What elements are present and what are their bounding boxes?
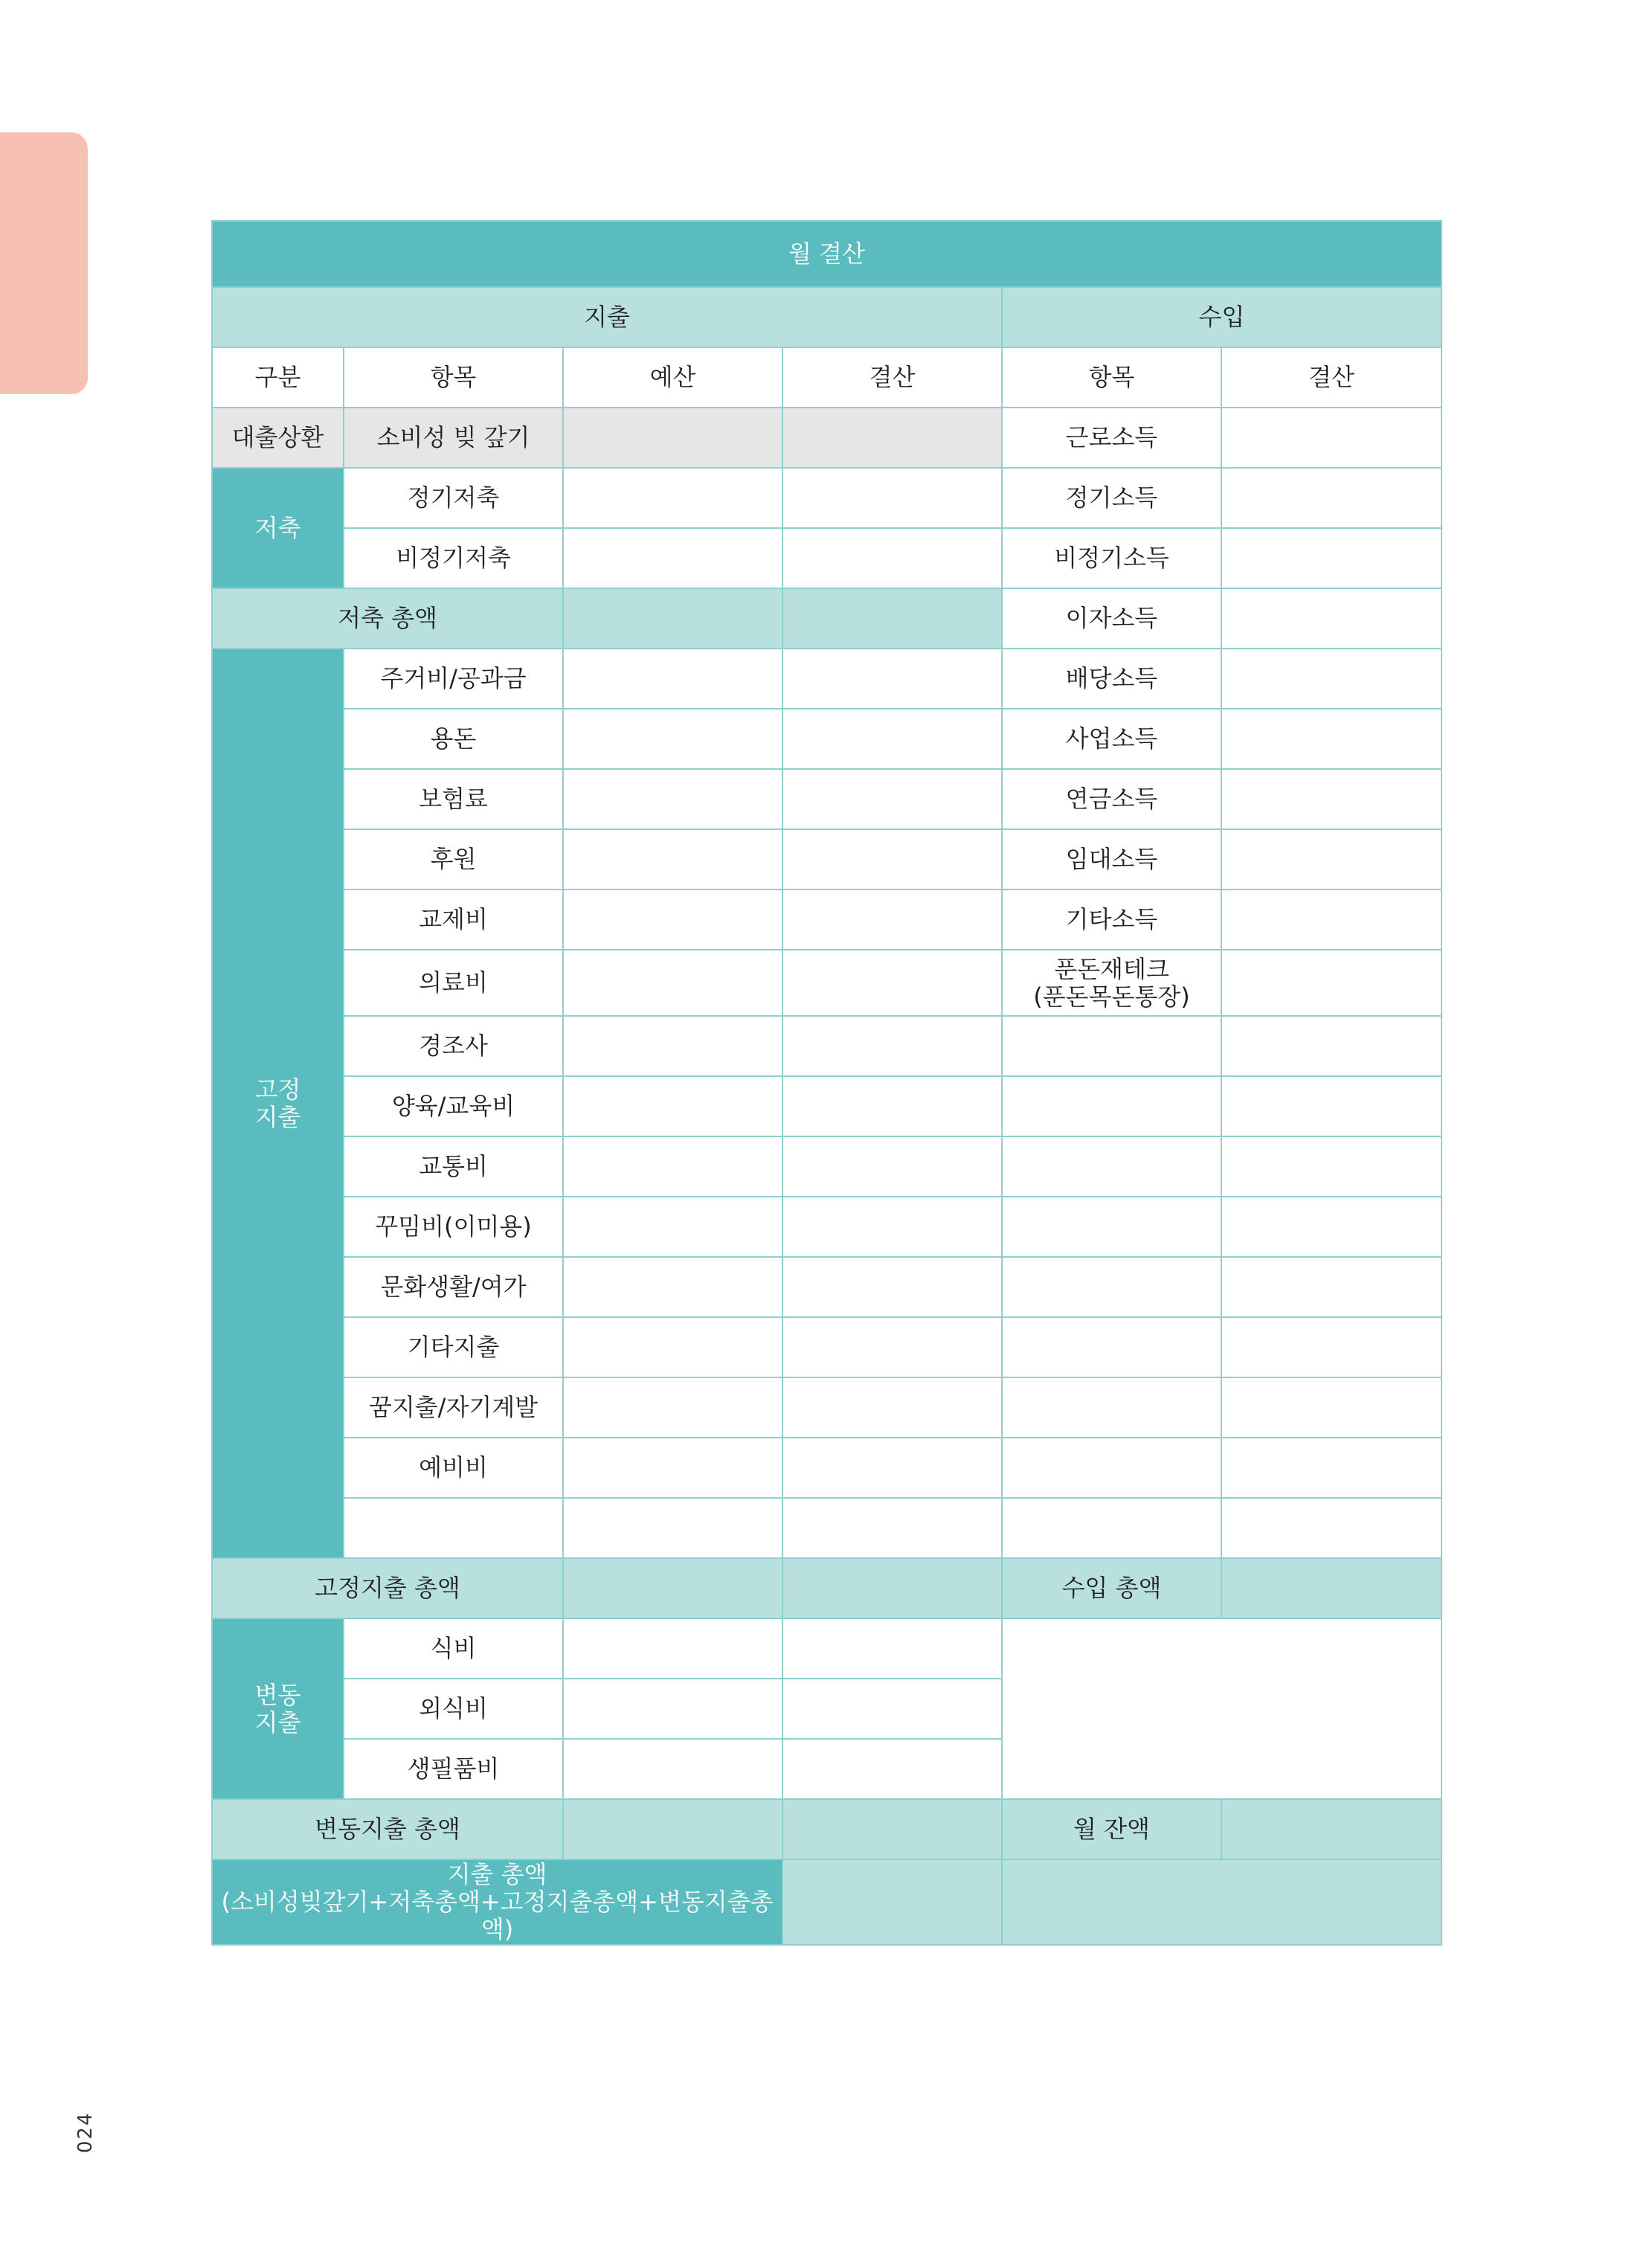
table-title: 월 결산 <box>212 221 1442 287</box>
fixed-item-blank[interactable] <box>344 1498 563 1558</box>
income-settlement-cell[interactable] <box>1221 408 1442 468</box>
fixed-item: 기타지출 <box>344 1317 563 1377</box>
loan-item: 소비성 빚 갚기 <box>344 408 563 468</box>
budget-cell[interactable] <box>563 1257 782 1317</box>
settlement-cell[interactable] <box>782 1377 1002 1438</box>
income-settlement-cell[interactable] <box>1221 649 1442 709</box>
income-item: 연금소득 <box>1002 769 1221 829</box>
income-item: 사업소득 <box>1002 709 1221 769</box>
income-item: 기타소득 <box>1002 890 1221 950</box>
column-item: 항목 <box>344 347 563 408</box>
fixed-item: 교제비 <box>344 890 563 950</box>
loan-settlement-cell[interactable] <box>782 408 1002 468</box>
fixed-item: 교통비 <box>344 1136 563 1197</box>
column-budget: 예산 <box>563 347 782 408</box>
fixed-item: 용돈 <box>344 709 563 769</box>
budget-cell[interactable] <box>563 468 782 528</box>
income-item: 비정기소득 <box>1002 528 1221 588</box>
budget-cell[interactable] <box>563 1197 782 1257</box>
income-settlement-cell[interactable] <box>1221 1016 1442 1076</box>
income-settlement-cell[interactable] <box>1221 1076 1442 1136</box>
settlement-cell[interactable] <box>782 1618 1002 1679</box>
fixed-total-budget-cell[interactable] <box>563 1558 782 1618</box>
income-item: 이자소득 <box>1002 588 1221 649</box>
fixed-total-settlement-cell[interactable] <box>782 1558 1002 1618</box>
settlement-cell[interactable] <box>782 468 1002 528</box>
settlement-cell[interactable] <box>782 950 1002 1016</box>
income-item-blank[interactable] <box>1002 1438 1221 1498</box>
settlement-cell[interactable] <box>782 1739 1002 1799</box>
budget-cell[interactable] <box>563 1317 782 1377</box>
budget-cell[interactable] <box>563 1377 782 1438</box>
chapter-side-tab <box>0 132 88 394</box>
income-item-blank[interactable] <box>1002 1076 1221 1136</box>
budget-cell[interactable] <box>563 1136 782 1197</box>
income-settlement-cell[interactable] <box>1221 709 1442 769</box>
income-item-blank[interactable] <box>1002 1136 1221 1197</box>
income-total-label: 수입 총액 <box>1002 1558 1221 1618</box>
budget-cell[interactable] <box>563 1076 782 1136</box>
fixed-item: 주거비/공과금 <box>344 649 563 709</box>
settlement-cell[interactable] <box>782 1498 1002 1558</box>
budget-cell[interactable] <box>563 1739 782 1799</box>
monthly-settlement-table <box>211 220 1442 1946</box>
variable-item: 외식비 <box>344 1679 563 1739</box>
page-number: 024 <box>74 2111 97 2153</box>
settlement-cell[interactable] <box>782 890 1002 950</box>
settlement-cell[interactable] <box>782 1016 1002 1076</box>
income-settlement-cell[interactable] <box>1221 950 1442 1016</box>
fixed-item: 보험료 <box>344 769 563 829</box>
income-item-blank[interactable] <box>1002 1197 1221 1257</box>
variable-item: 생필품비 <box>344 1739 563 1799</box>
income-header: 수입 <box>1002 287 1442 347</box>
income-settlement-cell[interactable] <box>1221 1257 1442 1317</box>
income-settlement-cell[interactable] <box>1221 468 1442 528</box>
income-settlement-cell[interactable] <box>1221 829 1442 890</box>
fixed-item: 양육/교육비 <box>344 1076 563 1136</box>
income-settlement-cell[interactable] <box>1221 769 1442 829</box>
fixed-item: 꿈지출/자기계발 <box>344 1377 563 1438</box>
penny-line1: 푼돈재테크 <box>1054 954 1169 983</box>
income-total-cell[interactable] <box>1221 1558 1442 1618</box>
budget-cell[interactable] <box>563 1618 782 1679</box>
column-settlement: 결산 <box>782 347 1002 408</box>
variable-item: 식비 <box>344 1618 563 1679</box>
income-item-blank[interactable] <box>1002 1498 1221 1558</box>
savings-total-label: 저축 총액 <box>212 588 563 649</box>
grand-total-right-cell[interactable] <box>1002 1859 1442 1945</box>
settlement-cell[interactable] <box>782 1076 1002 1136</box>
budget-cell[interactable] <box>563 1016 782 1076</box>
fixed-item: 꾸밈비(이미용) <box>344 1197 563 1257</box>
savings-total-budget-cell[interactable] <box>563 588 782 649</box>
blank-area <box>1002 1618 1442 1799</box>
settlement-cell[interactable] <box>782 769 1002 829</box>
savings-total-settlement-cell[interactable] <box>782 588 1002 649</box>
column-income-item: 항목 <box>1002 347 1221 408</box>
fixed-item: 경조사 <box>344 1016 563 1076</box>
fixed-total-label: 고정지출 총액 <box>212 1558 563 1618</box>
income-settlement-cell[interactable] <box>1221 588 1442 649</box>
income-item: 근로소득 <box>1002 408 1221 468</box>
monthly-balance-cell[interactable] <box>1221 1799 1442 1859</box>
income-settlement-cell[interactable] <box>1221 1197 1442 1257</box>
income-item-blank[interactable] <box>1002 1317 1221 1377</box>
settlement-cell[interactable] <box>782 649 1002 709</box>
variable-expense-category <box>212 1618 344 1799</box>
variable-category-line1: 변동 <box>254 1680 301 1709</box>
variable-total-budget-cell[interactable] <box>563 1799 782 1859</box>
budget-cell[interactable] <box>563 528 782 588</box>
savings-item: 정기저축 <box>344 468 563 528</box>
expense-header: 지출 <box>212 287 1002 347</box>
savings-category: 저축 <box>212 468 344 588</box>
fixed-item: 예비비 <box>344 1438 563 1498</box>
income-settlement-cell[interactable] <box>1221 1317 1442 1377</box>
grand-total-label <box>212 1859 782 1945</box>
penny-line2: (푼돈목돈통장) <box>1033 982 1190 1011</box>
income-item-blank[interactable] <box>1002 1257 1221 1317</box>
grand-total-cell[interactable] <box>782 1859 1002 1945</box>
income-item: 배당소득 <box>1002 649 1221 709</box>
income-item: 정기소득 <box>1002 468 1221 528</box>
fixed-item: 의료비 <box>344 950 563 1016</box>
column-category: 구분 <box>212 347 344 408</box>
budget-cell[interactable] <box>563 1438 782 1498</box>
income-settlement-cell[interactable] <box>1221 1136 1442 1197</box>
grand-total-line1: 지출 총액 <box>447 1860 547 1889</box>
variable-category-line2: 지출 <box>254 1708 301 1737</box>
budget-cell[interactable] <box>563 709 782 769</box>
budget-cell[interactable] <box>563 769 782 829</box>
variable-total-settlement-cell[interactable] <box>782 1799 1002 1859</box>
fixed-item: 후원 <box>344 829 563 890</box>
fixed-category-line2: 지출 <box>254 1102 301 1131</box>
budget-cell[interactable] <box>563 1679 782 1739</box>
settlement-cell[interactable] <box>782 1679 1002 1739</box>
fixed-category-line1: 고정 <box>254 1075 301 1104</box>
fixed-expense-category <box>212 649 344 1558</box>
income-settlement-cell[interactable] <box>1221 1377 1442 1438</box>
budget-cell[interactable] <box>563 1498 782 1558</box>
settlement-cell[interactable] <box>782 528 1002 588</box>
settlement-cell[interactable] <box>782 1438 1002 1498</box>
budget-cell[interactable] <box>563 649 782 709</box>
budget-cell[interactable] <box>563 950 782 1016</box>
settlement-cell[interactable] <box>782 1197 1002 1257</box>
income-item-blank[interactable] <box>1002 1377 1221 1438</box>
settlement-cell[interactable] <box>782 709 1002 769</box>
income-settlement-cell[interactable] <box>1221 528 1442 588</box>
loan-budget-cell[interactable] <box>563 408 782 468</box>
income-settlement-cell[interactable] <box>1221 1498 1442 1558</box>
loan-category: 대출상환 <box>212 408 344 468</box>
column-income-settlement: 결산 <box>1221 347 1442 408</box>
savings-item: 비정기저축 <box>344 528 563 588</box>
income-settlement-cell[interactable] <box>1221 890 1442 950</box>
income-item-penny <box>1002 950 1221 1016</box>
income-item: 임대소득 <box>1002 829 1221 890</box>
budget-cell[interactable] <box>563 890 782 950</box>
settlement-cell[interactable] <box>782 1257 1002 1317</box>
variable-total-label: 변동지출 총액 <box>212 1799 563 1859</box>
grand-total-line2: (소비성빚갚기+저축총액+고정지출총액+변동지출총액) <box>221 1888 774 1943</box>
fixed-item: 문화생활/여가 <box>344 1257 563 1317</box>
monthly-balance-label: 월 잔액 <box>1002 1799 1221 1859</box>
budget-cell[interactable] <box>563 829 782 890</box>
settlement-cell[interactable] <box>782 1317 1002 1377</box>
settlement-cell[interactable] <box>782 829 1002 890</box>
income-settlement-cell[interactable] <box>1221 1438 1442 1498</box>
settlement-cell[interactable] <box>782 1136 1002 1197</box>
income-item-blank[interactable] <box>1002 1016 1221 1076</box>
